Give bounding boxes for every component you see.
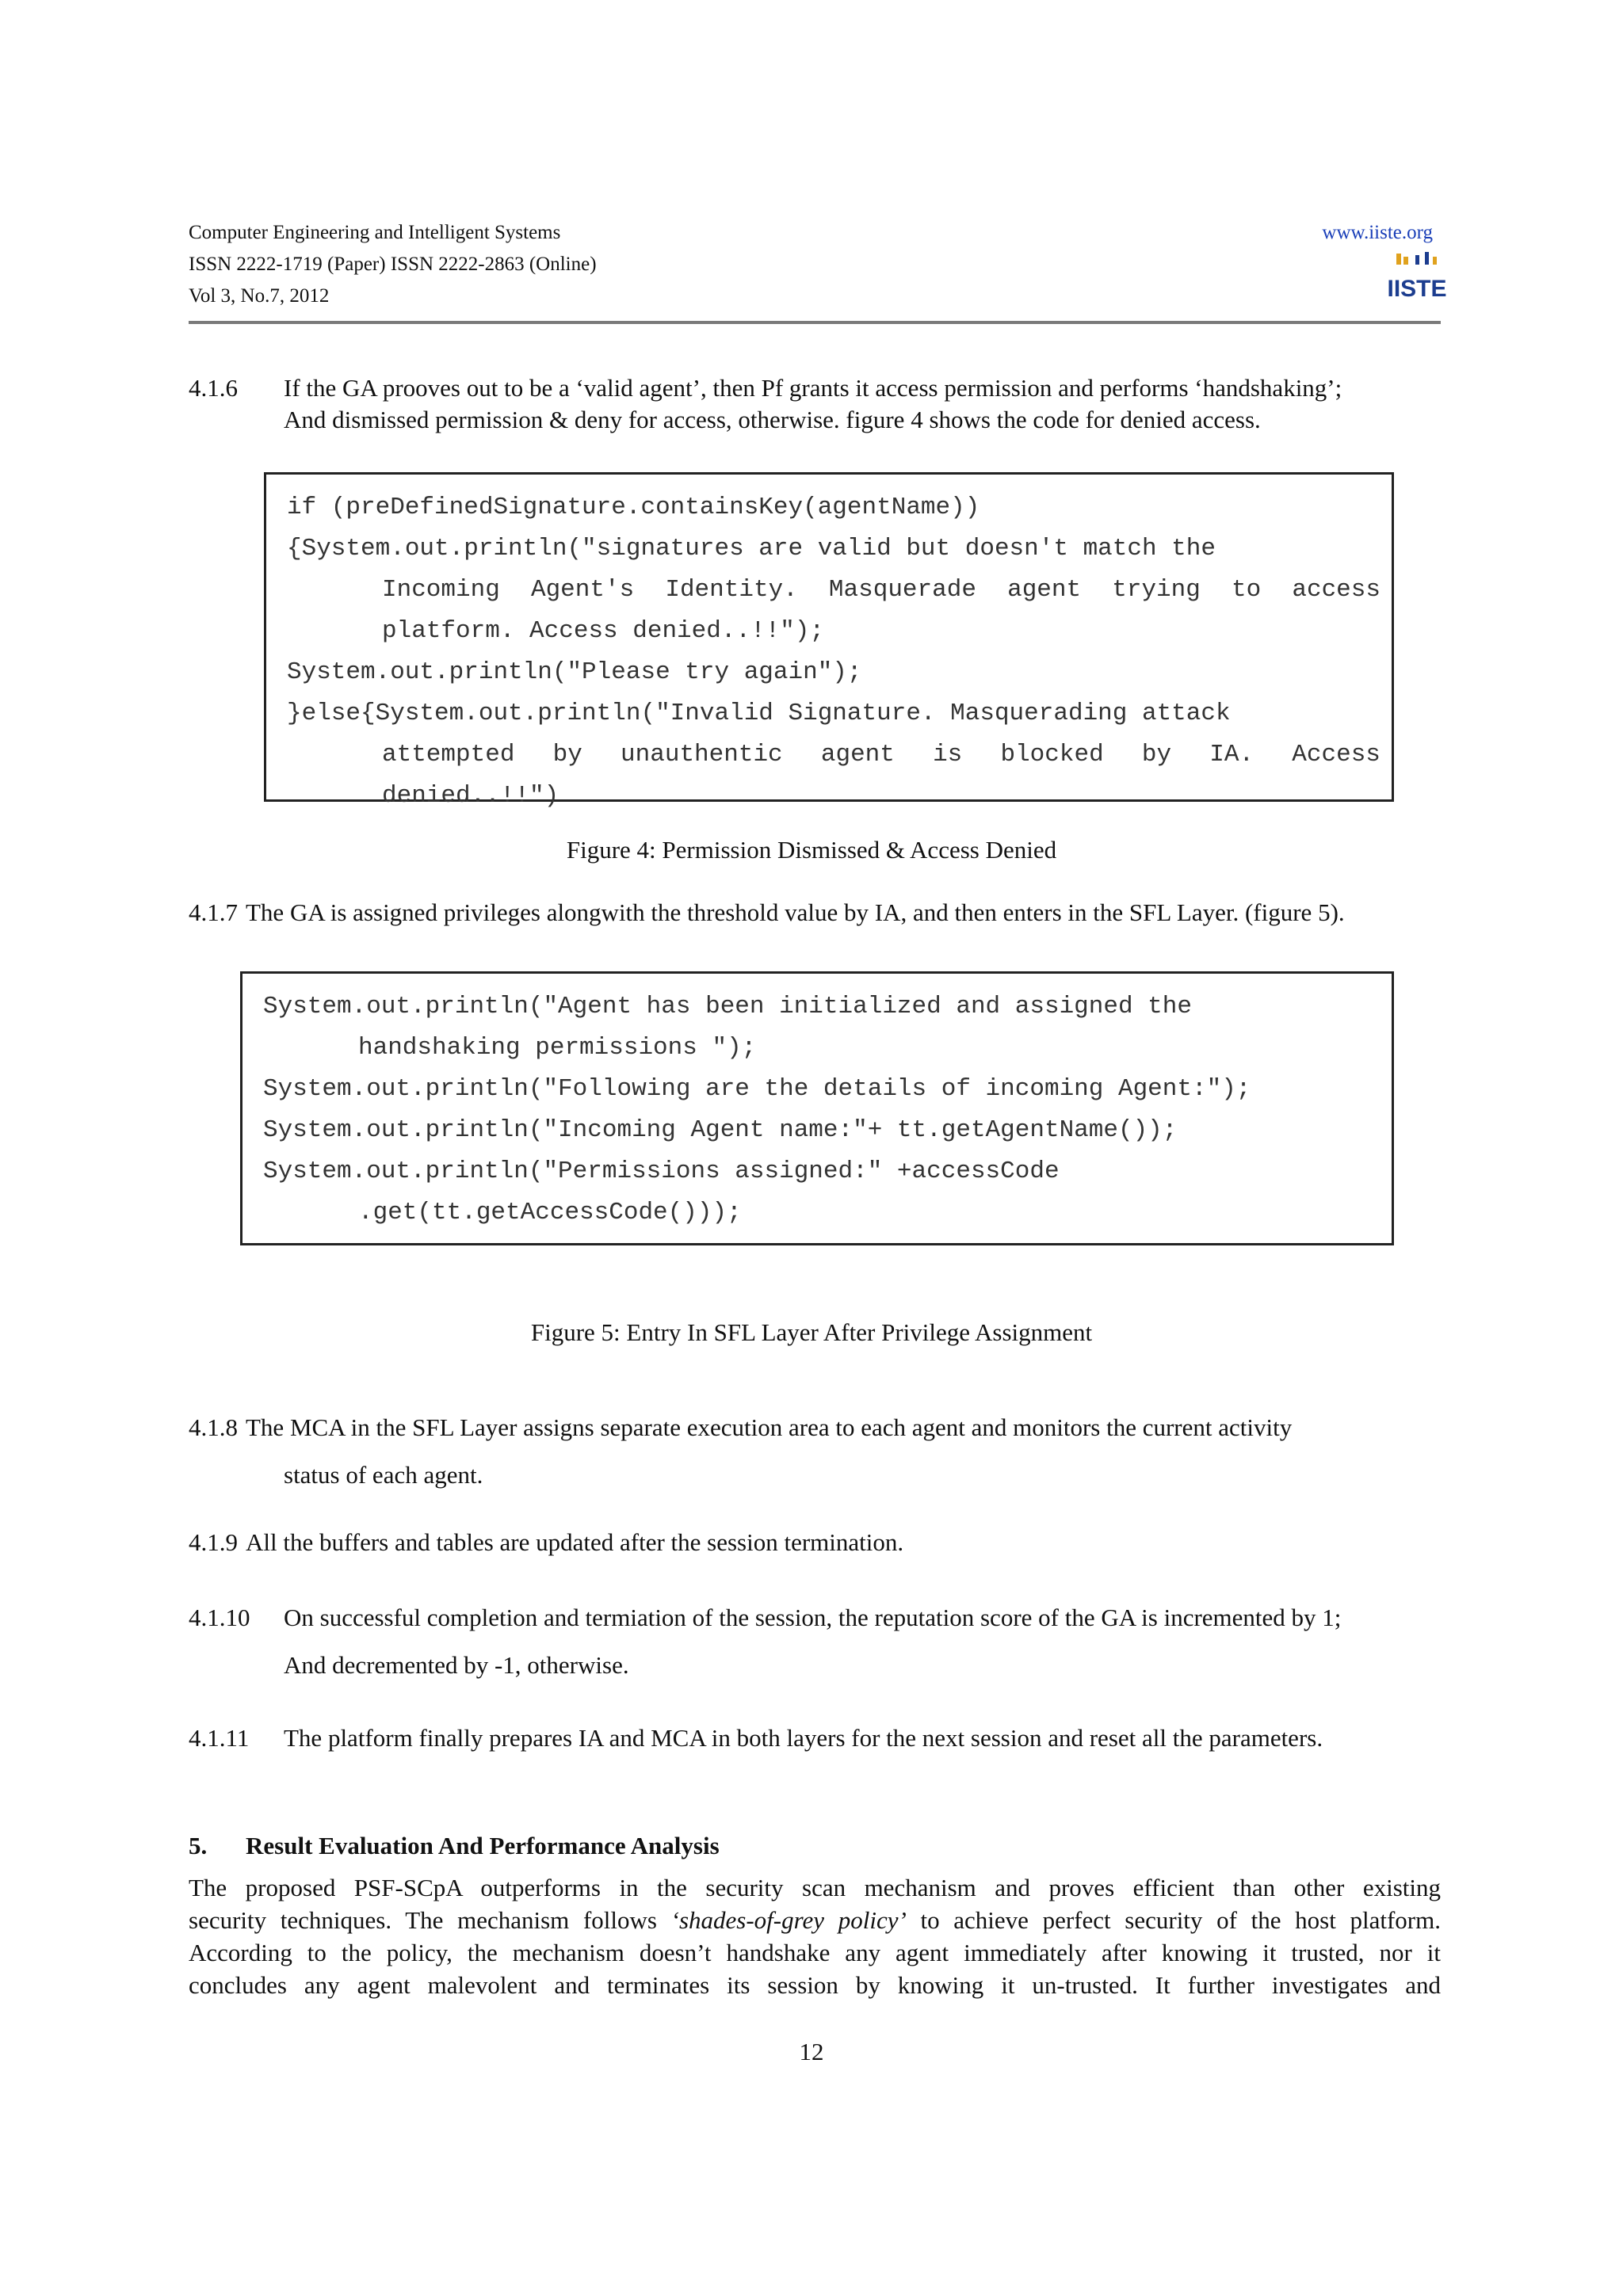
code-line-clipped: denied..!!") <box>382 782 559 810</box>
item-text-line: status of each agent. <box>284 1461 483 1489</box>
item-4-1-8 <box>189 1404 1441 1499</box>
header-divider <box>189 321 1441 324</box>
item-number: 4.1.10 <box>189 1604 250 1631</box>
page-number: 12 <box>799 2038 824 2065</box>
code-word: agent <box>1007 576 1082 604</box>
code-line-justified <box>287 734 1392 776</box>
section-number: 5. <box>189 1832 208 1859</box>
code-line: System.out.println("Following are the details of incoming Agent:"); <box>263 1075 1251 1103</box>
code-word: agent <box>820 741 895 769</box>
item-4-1-9 <box>189 1527 1441 1558</box>
paragraph-line: The proposed PSF-SCpA outperforms in the security scan mechanism and proves efficient than other existing <box>189 1874 1441 1901</box>
code-line-justified <box>287 570 1392 611</box>
item-4-1-11 <box>189 1722 1441 1754</box>
item-4-1-10 <box>189 1594 1441 1689</box>
code-line: platform. Access denied..!!"); <box>382 617 825 645</box>
item-text-line: The MCA in the SFL Layer assigns separate execution area to each agent and monitors the current activity <box>246 1413 1293 1441</box>
item-text-line: And decremented by -1, otherwise. <box>284 1651 629 1679</box>
journal-name: Computer Engineering and Intelligent Systems <box>189 222 561 243</box>
code-word: by <box>1141 741 1172 769</box>
code-line: .get(tt.getAccessCode())); <box>358 1199 742 1226</box>
item-number: 4.1.6 <box>189 374 238 402</box>
code-line: handshaking permissions "); <box>358 1034 757 1062</box>
code-word: Incoming <box>382 576 500 604</box>
code-word: Agent's <box>530 576 635 604</box>
code-line: System.out.println("Please try again"); <box>287 658 862 686</box>
journal-url[interactable]: www.iiste.org <box>1322 222 1433 243</box>
item-text-line: The GA is assigned privileges alongwith the threshold value by IA, and then enters in the SFL Layer. (figure 5). <box>246 898 1345 926</box>
code-line: System.out.println("Incoming Agent name:"+ tt.getAgentName()); <box>263 1116 1178 1144</box>
emphasis-policy: ‘shades-of-grey policy’ <box>670 1906 907 1934</box>
code-line: System.out.println("Agent has been initialized and assigned the <box>263 993 1192 1020</box>
item-4-1-7 <box>189 897 1441 929</box>
item-number: 4.1.11 <box>189 1724 250 1752</box>
code-word: blocked <box>1000 741 1104 769</box>
paragraph-line: security techniques. The mechanism follows ‘shades-of-grey policy’ to achieve perfect security of the host platform. <box>189 1906 1441 1934</box>
item-text-line: If the GA prooves out to be a ‘valid agent’, then Pf grants it access permission and performs ‘handshaking’; <box>284 374 1342 402</box>
figure-5-caption: Figure 5: Entry In SFL Layer After Privilege Assignment <box>530 1318 1093 1346</box>
issn-line: ISSN 2222-1719 (Paper) ISSN 2222-2863 (Online) <box>189 254 597 275</box>
code-word: IA. <box>1209 741 1254 769</box>
item-number: 4.1.8 <box>189 1413 238 1441</box>
code-word: to <box>1232 576 1262 604</box>
paragraph-line: concludes any agent malevolent and terminates its session by knowing it un-trusted. It further investigates and <box>189 1971 1441 1999</box>
iiste-logo-icon <box>1387 250 1447 302</box>
page-header <box>189 217 1447 312</box>
code-word: Access <box>1292 741 1381 769</box>
section-5-heading <box>189 1830 720 1862</box>
code-line: if (preDefinedSignature.containsKey(agentName)) <box>287 494 980 521</box>
paragraph-line: According to the policy, the mechanism doesn’t handshake any agent immediately after knowing it trusted, nor it <box>189 1939 1441 1966</box>
figure-4-caption: Figure 4: Permission Dismissed & Access Denied <box>566 836 1057 864</box>
section-5-paragraph <box>189 1871 1441 2001</box>
code-line: {System.out.println("signatures are valid but doesn't match the <box>287 535 1216 563</box>
code-word: attempted <box>382 741 515 769</box>
code-word: by <box>552 741 582 769</box>
item-text-line: All the buffers and tables are updated after the session termination. <box>246 1528 904 1556</box>
code-block-figure-5 <box>240 971 1394 1245</box>
code-line: }else{System.out.println("Invalid Signature. Masquerading attack <box>287 700 1231 727</box>
logo-text: IISTE <box>1387 276 1447 302</box>
section-title: Result Evaluation And Performance Analysis <box>246 1832 720 1859</box>
code-block-figure-4 <box>264 472 1394 810</box>
item-4-1-6 <box>189 372 1441 436</box>
item-text-line: On successful completion and termiation of the session, the reputation score of the GA is incremented by 1; <box>284 1604 1342 1631</box>
item-text-line: The platform finally prepares IA and MCA in both layers for the next session and reset all the parameters. <box>284 1724 1323 1752</box>
item-number: 4.1.7 <box>189 898 238 926</box>
item-number: 4.1.9 <box>189 1528 238 1556</box>
code-word: trying <box>1112 576 1201 604</box>
item-text-line: And dismissed permission & deny for access, otherwise. figure 4 shows the code for denied access. <box>284 406 1261 433</box>
code-line: System.out.println("Permissions assigned:" +accessCode <box>263 1158 1060 1185</box>
code-word: Masquerade <box>828 576 976 604</box>
code-word: access <box>1292 576 1381 604</box>
code-word: unauthentic <box>621 741 783 769</box>
code-word: Identity. <box>665 576 798 604</box>
volume-line: Vol 3, No.7, 2012 <box>189 285 330 307</box>
code-word: is <box>933 741 963 769</box>
